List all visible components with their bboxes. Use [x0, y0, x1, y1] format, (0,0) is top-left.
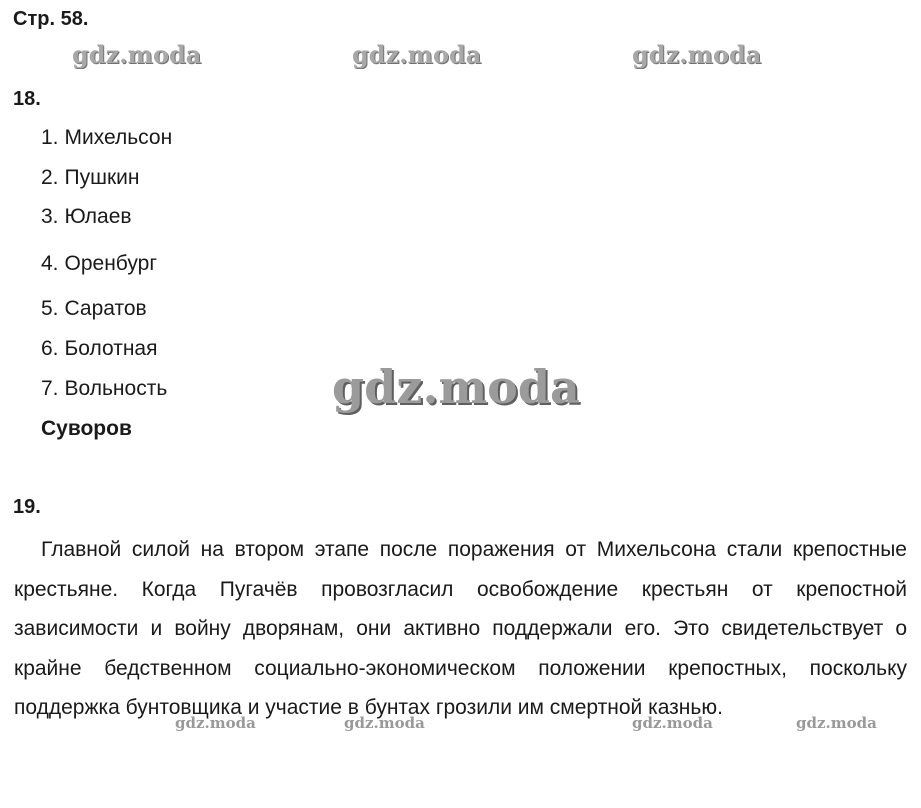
task-19-number: 19.	[13, 496, 41, 518]
watermark-bottom-3: gdz.moda	[632, 714, 713, 732]
list-item: 1. Михельсон	[41, 126, 173, 149]
page-header: Стр. 58.	[13, 8, 89, 30]
list-item: 7. Вольность	[41, 377, 168, 400]
watermark-top-2: gdz.moda	[352, 40, 482, 69]
task-19-paragraph: Главной силой на втором этапе после поражения от Михельсона стали крепостные крестьяне. Когда Пугачёв провозгласил освобождение крестьян от крепостной зависимости и войну дворянам, они активно поддержали его. Это свидетельствует о крайне бедственном социально-экономическом положении крепостных, поскольку поддержка бунтовщика и участие в бунтах грозили им смертной казнью.	[14, 538, 907, 720]
watermark-bottom-1: gdz.moda	[175, 714, 256, 732]
task-18-number: 18.	[13, 88, 41, 110]
watermark-center: gdz.moda	[332, 360, 580, 414]
list-item: 6. Болотная	[41, 337, 158, 360]
list-item: 5. Саратов	[41, 297, 147, 320]
list-item: 3. Юлаев	[41, 205, 132, 228]
list-item: 2. Пушкин	[41, 166, 140, 189]
watermark-top-1: gdz.moda	[72, 40, 202, 69]
watermark-top-3: gdz.moda	[632, 40, 762, 69]
watermark-bottom-4: gdz.moda	[796, 714, 877, 732]
task-18-keyword: Суворов	[41, 417, 132, 440]
list-item: 4. Оренбург	[41, 252, 157, 275]
watermark-bottom-2: gdz.moda	[344, 714, 425, 732]
